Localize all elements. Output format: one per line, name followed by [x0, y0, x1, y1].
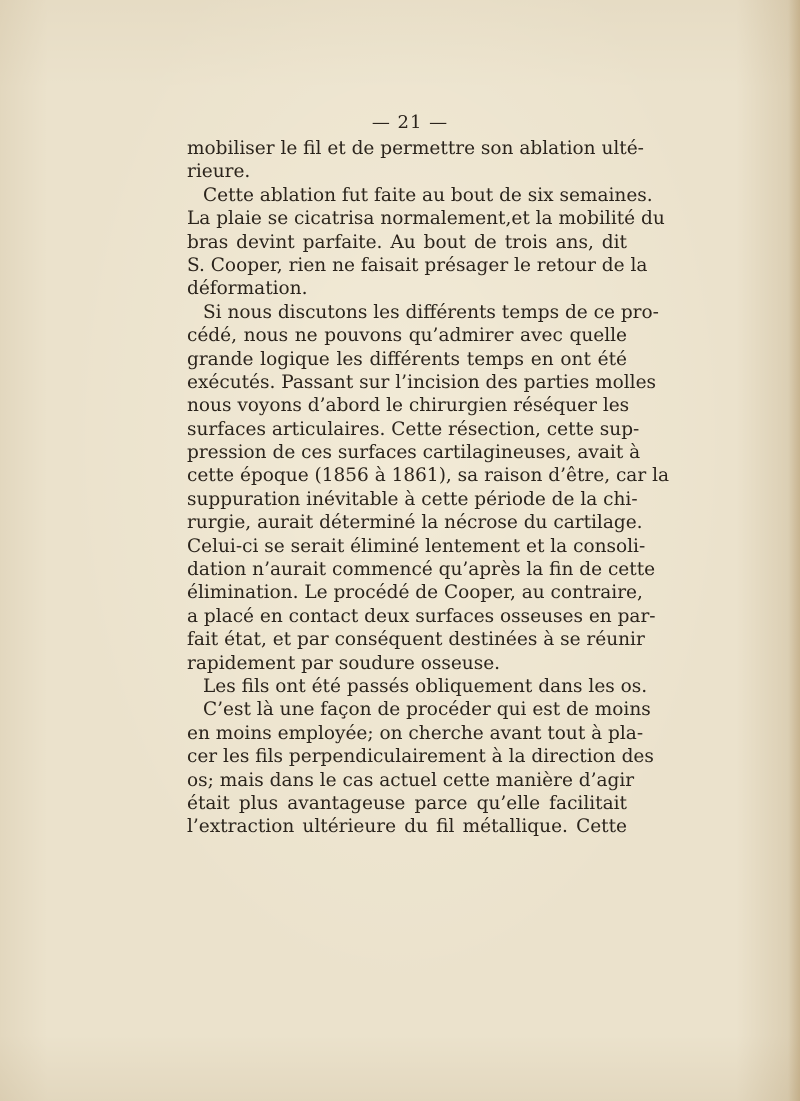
- text-line: grande logique les différents temps en ont été: [187, 348, 627, 370]
- text-line: Cette ablation fut faite au bout de six semaines.: [203, 184, 653, 206]
- text-line: mobiliser le fil et de permettre son ablation ulté-: [187, 138, 644, 159]
- text-line: S. Cooper, rien ne faisait présager le retour de la: [187, 254, 648, 276]
- text-line: suppuration inévitable à cette période de la chi-: [187, 488, 638, 510]
- body-text: [187, 137, 670, 839]
- text-line: cédé, nous ne pouvons qu’admirer avec quelle: [187, 325, 627, 347]
- page-edge-shadow: [788, 0, 800, 1101]
- text-line: fait état, et par conséquent destinées à se réunir: [187, 629, 645, 651]
- text-line: rurgie, aurait déterminé la nécrose du cartilage.: [187, 512, 643, 534]
- text-line: bras devint parfaite. Au bout de trois ans, dit: [187, 231, 627, 253]
- text-line: élimination. Le procédé de Cooper, au contraire,: [187, 582, 643, 604]
- text-line: Celui-ci se serait éliminé lentement et la consoli-: [187, 535, 646, 557]
- text-line: os; mais dans le cas actuel cette manière d’agir: [187, 769, 635, 791]
- text-line: Si nous discutons les différents temps de ce pro-: [203, 301, 659, 323]
- page-number: — 21 —: [371, 112, 449, 133]
- text-line: surfaces articulaires. Cette résection, cette sup-: [187, 418, 640, 440]
- text-line: Les fils ont été passés obliquement dans les os.: [203, 675, 648, 697]
- text-line: déformation.: [187, 278, 308, 300]
- text-line: pression de ces surfaces cartilagineuses, avait à: [187, 442, 641, 464]
- text-line: dation n’aurait commencé qu’après la fin de cette: [187, 559, 656, 581]
- text-line: a placé en contact deux surfaces osseuses en par-: [187, 605, 656, 627]
- text-line: exécutés. Passant sur l’incision des parties molles: [187, 371, 657, 393]
- text-line: était plus avantageuse parce qu’elle facilitait: [187, 792, 627, 814]
- text-line: en moins employée; on cherche avant tout à pla-: [187, 722, 644, 744]
- text-line: cette époque (1856 à 1861), sa raison d’être, car la: [187, 465, 670, 487]
- text-line: l’extraction ultérieure du fil métallique. Cette: [187, 816, 627, 838]
- text-line: nous voyons d’abord le chirurgien réséquer les: [187, 395, 630, 417]
- text-line: rapidement par soudure osseuse.: [187, 652, 501, 674]
- text-line: C’est là une façon de procéder qui est de moins: [203, 699, 651, 721]
- text-line: cer les fils perpendiculairement à la direction des: [187, 746, 654, 768]
- text-line: rieure.: [187, 161, 251, 183]
- text-line: La plaie se cicatrisa normalement,et la mobilité du: [187, 208, 665, 230]
